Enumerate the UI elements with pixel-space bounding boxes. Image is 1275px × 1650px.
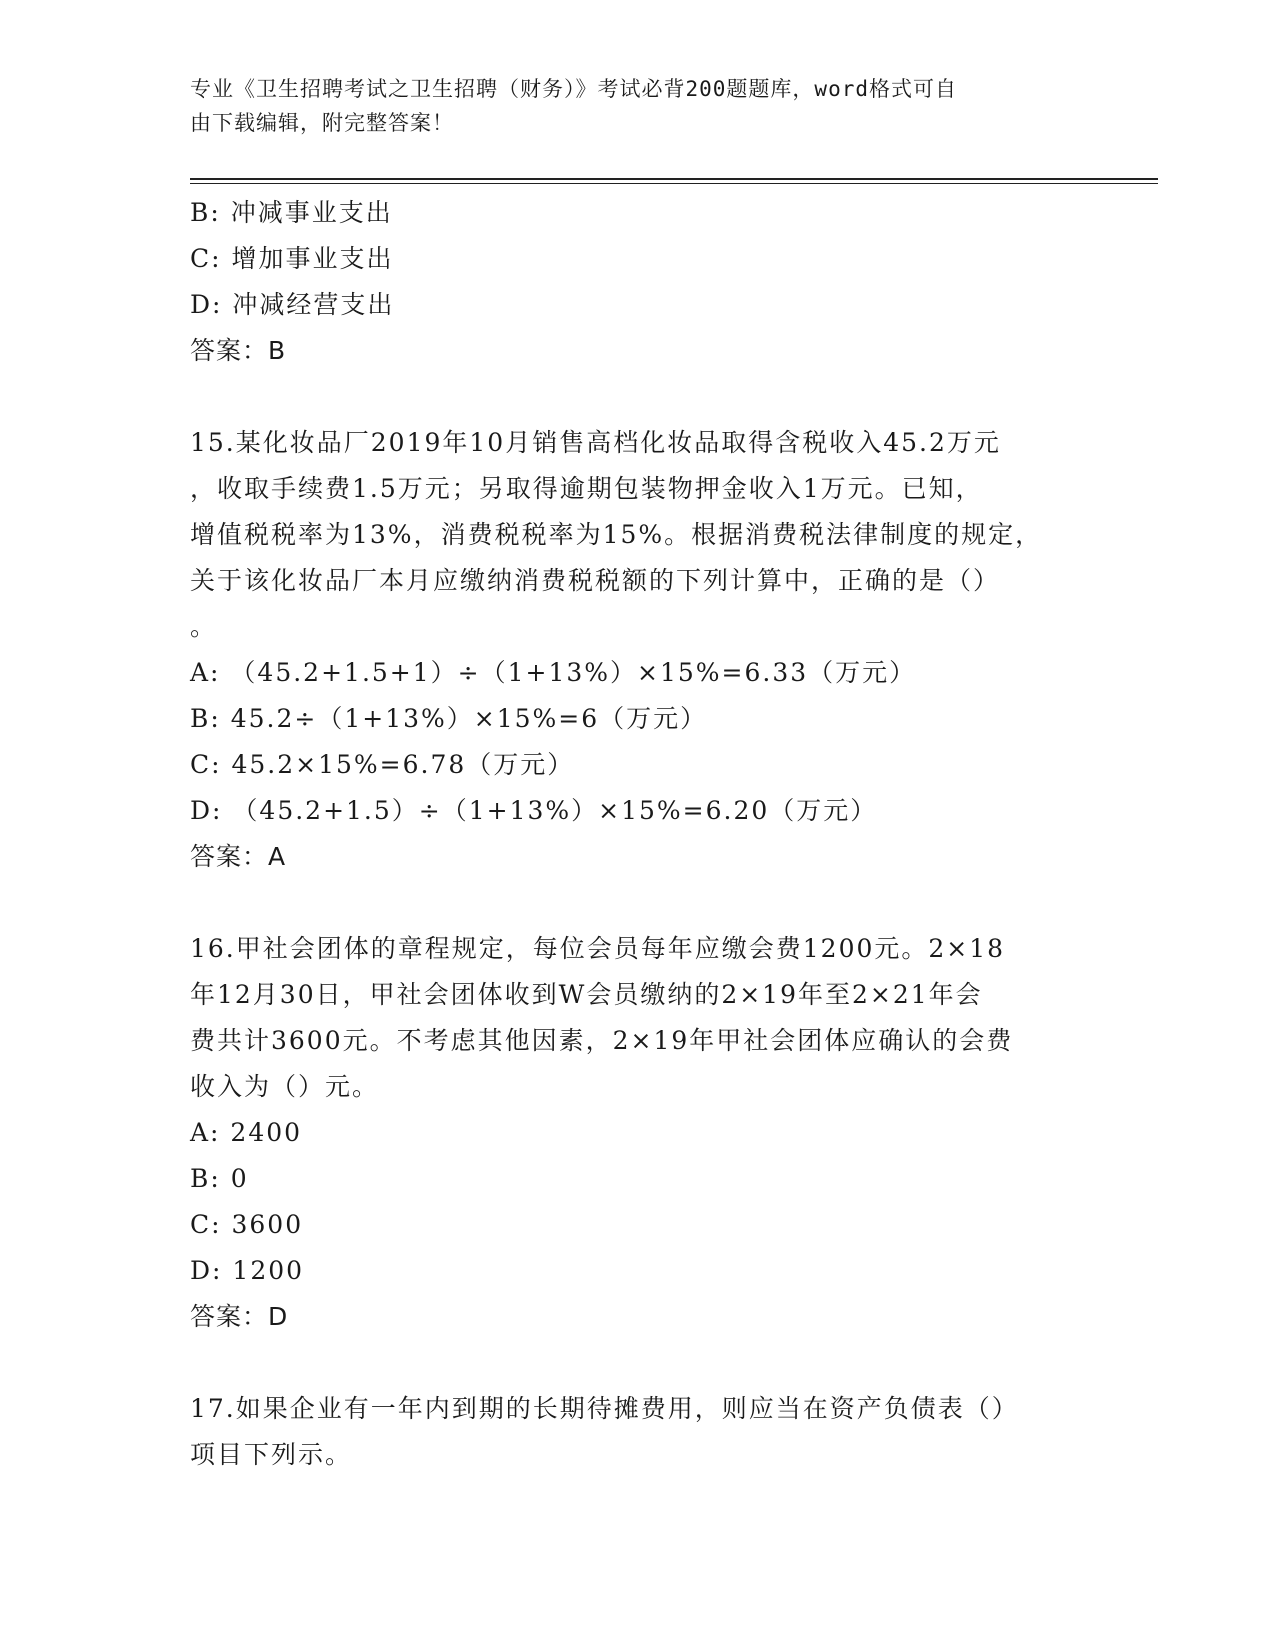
option-d: D: 1200 — [190, 1256, 305, 1285]
document-header — [190, 72, 1070, 140]
option-c: C: 增加事业支出 — [190, 244, 394, 273]
header-divider-thin — [190, 183, 1158, 184]
question-text-line: 项目下列示。 — [190, 1440, 353, 1469]
question-text-line: 增值税税率为13%，消费税税率为15%。根据消费税法律制度的规定， — [190, 520, 1043, 549]
question-text-line: 15.某化妆品厂2019年10月销售高档化妆品取得含税收入45.2万元 — [190, 428, 1001, 457]
spacer — [190, 374, 1070, 420]
answer-line: 答案：A — [190, 842, 287, 871]
question-text-line: ，收取手续费1.5万元；另取得逾期包装物押金收入1万元。已知， — [190, 474, 983, 503]
question-content — [190, 190, 1070, 1478]
spacer — [190, 1340, 1070, 1386]
question-text-line: 收入为（）元。 — [190, 1072, 380, 1101]
header-line-1: 专业《卫生招聘考试之卫生招聘（财务）》考试必背200题题库，word格式可自 — [190, 77, 957, 101]
question-text-line: 16.甲社会团体的章程规定，每位会员每年应缴会费1200元。2×18 — [190, 934, 1006, 963]
question-text-line: 费共计3600元。不考虑其他因素，2×19年甲社会团体应确认的会费 — [190, 1026, 1014, 1055]
answer-line: 答案：B — [190, 336, 287, 365]
question-14-tail — [190, 190, 1070, 374]
question-17 — [190, 1386, 1070, 1478]
option-a: A: 2400 — [190, 1118, 303, 1147]
question-text-line: 。 — [190, 612, 218, 641]
question-text-line: 17.如果企业有一年内到期的长期待摊费用，则应当在资产负债表（） — [190, 1394, 1019, 1423]
option-b: B: 冲减事业支出 — [190, 198, 393, 227]
option-d: D: 冲减经营支出 — [190, 290, 395, 319]
option-d: D: （45.2+1.5）÷（1+13%）×15%=6.20（万元） — [190, 796, 878, 825]
question-16 — [190, 926, 1070, 1340]
option-c: C: 3600 — [190, 1210, 304, 1239]
option-b: B: 0 — [190, 1164, 249, 1193]
header-line-2: 由下载编辑，附完整答案！ — [190, 111, 454, 135]
header-divider-thick — [190, 178, 1158, 180]
question-text-line: 关于该化妆品厂本月应缴纳消费税税额的下列计算中，正确的是（） — [190, 566, 1001, 595]
option-c: C: 45.2×15%=6.78（万元） — [190, 750, 575, 779]
answer-line: 答案：D — [190, 1302, 289, 1331]
option-a: A: （45.2+1.5+1）÷（1+13%）×15%=6.33（万元） — [190, 658, 917, 687]
spacer — [190, 880, 1070, 926]
option-b: B: 45.2÷（1+13%）×15%=6（万元） — [190, 704, 708, 733]
question-text-line: 年12月30日，甲社会团体收到W会员缴纳的2×19年至2×21年会 — [190, 980, 983, 1009]
question-15 — [190, 420, 1070, 880]
